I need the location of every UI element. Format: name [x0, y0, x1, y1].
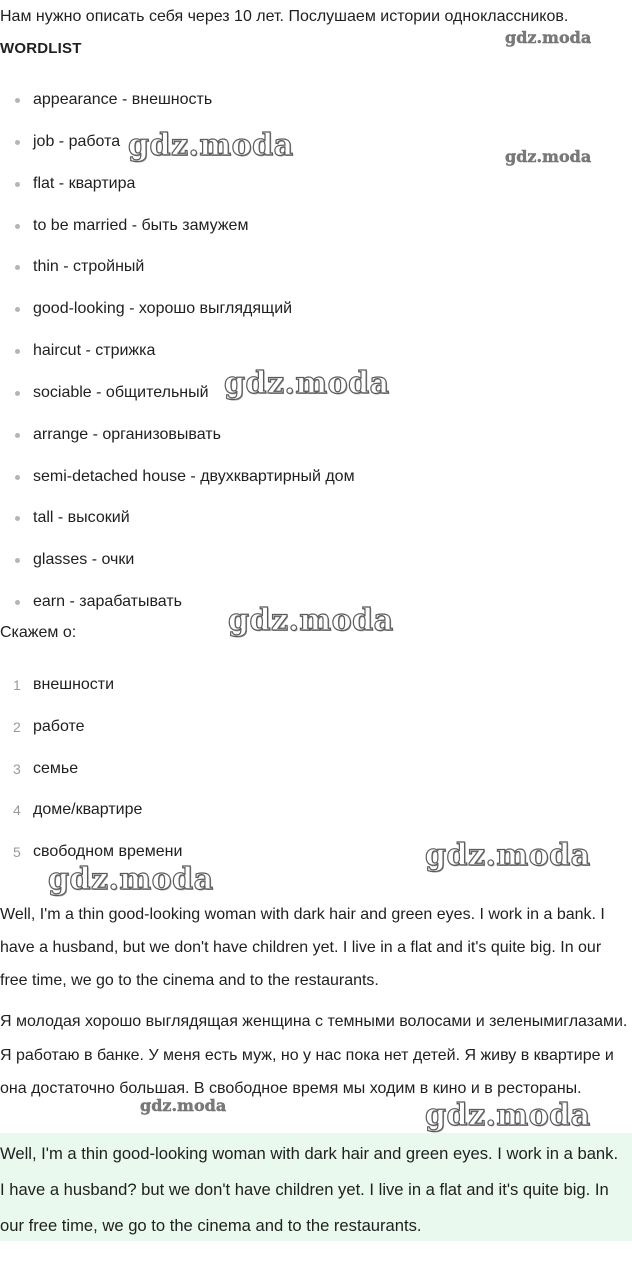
wordlist-item-text: appearance - внешность [33, 91, 213, 108]
wordlist-item-text: sociable - общительный [33, 383, 209, 401]
bullet-icon [15, 182, 20, 187]
wordlist-heading: WORDLIST [0, 40, 82, 57]
list-item [0, 255, 355, 297]
watermark-logo: gdz.moda [505, 147, 592, 166]
watermark-logo: gdz.moda [505, 28, 592, 47]
list-item [0, 506, 355, 548]
list-item [0, 88, 355, 130]
list-item [0, 548, 355, 590]
wordlist-item-text: flat - квартира [33, 174, 136, 192]
paragraph-russian: Я молодая хорошо выглядящая женщина с темными волосами и зеленымиглазами. Я работаю в банке. У меня есть муж, но у нас пока нет детей. Я живу в квартире и она достаточно большая. В свободное время мы ходим в кино и в рестораны. [0, 1013, 628, 1097]
topic-text: свободном времени [33, 843, 183, 861]
list-item [0, 297, 355, 339]
wordlist-item-text: haircut - стрижка [33, 342, 156, 360]
watermark-logo: gdz.moda [224, 366, 390, 401]
watermark-logo: gdz.moda [140, 1096, 227, 1115]
bullet-icon [15, 224, 20, 229]
topics-heading: Скажем о: [0, 624, 77, 641]
list-item [0, 339, 355, 381]
list-item [0, 465, 355, 507]
wordlist-item-text: glasses - очки [33, 551, 135, 569]
list-number: 3 [13, 760, 21, 777]
topic-text: семье [33, 759, 79, 777]
watermark-logo: gdz.moda [48, 862, 214, 897]
list-item [0, 214, 355, 256]
bullet-icon [15, 98, 20, 103]
list-item [0, 715, 182, 757]
list-item [0, 757, 182, 799]
answer-text: Well, I'm a thin good-looking woman with dark hair and green eyes. I work in a bank. I have a husband? but we don't have children yet. I live in a flat and it's quite big. In our free time, we go to the cinema and to the restaurants. [0, 1144, 619, 1235]
wordlist-item-text: good-looking - хорошо выглядящий [33, 300, 293, 318]
list-item [0, 673, 182, 715]
list-item [0, 798, 182, 840]
intro-text: Нам нужно описать себя через 10 лет. Послушаем истории одноклассников. [0, 8, 569, 25]
topics-list [0, 673, 182, 882]
bullet-icon [15, 391, 20, 396]
list-item [0, 840, 182, 882]
bullet-icon [15, 140, 20, 145]
list-number: 4 [13, 802, 21, 819]
bullet-icon [15, 307, 20, 312]
wordlist-item-text: arrange - организовывать [33, 425, 221, 443]
list-item [0, 172, 355, 214]
bullet-icon [15, 475, 20, 480]
bullet-icon [15, 349, 20, 354]
list-item [0, 130, 355, 172]
bullet-icon [15, 600, 20, 605]
list-number: 2 [13, 718, 21, 735]
wordlist-item-text: semi-detached house - двухквартирный дом [33, 467, 355, 485]
watermark-logo: gdz.moda [425, 1098, 591, 1133]
bullet-icon [15, 516, 20, 521]
list-item [0, 423, 355, 465]
wordlist-item-text: job - работа [33, 132, 121, 150]
wordlist-item-text: tall - высокий [33, 509, 130, 527]
topic-text: работе [33, 717, 85, 735]
bullet-icon [15, 265, 20, 270]
list-number: 1 [13, 677, 21, 693]
bullet-icon [15, 433, 20, 438]
answer-block [0, 1133, 632, 1241]
watermark-logo: gdz.moda [228, 603, 394, 638]
list-number: 5 [13, 844, 21, 861]
list-item [0, 381, 355, 423]
topic-text: внешности [33, 676, 115, 693]
wordlist-item-text: earn - зарабатывать [33, 593, 182, 611]
wordlist [0, 88, 355, 632]
topic-text: доме/квартире [33, 801, 143, 819]
wordlist-item-text: thin - стройный [33, 258, 145, 276]
watermark-logo: gdz.moda [425, 838, 591, 873]
bullet-icon [15, 558, 20, 563]
watermark-logo: gdz.moda [128, 128, 294, 163]
paragraph-english: Well, I'm a thin good-looking woman with dark hair and green eyes. I work in a bank. I have a husband, but we don't have children yet. I live in a flat and it's quite big. In our free time, we go to the cinema and to the restaurants. [0, 906, 605, 989]
wordlist-item-text: to be married - быть замужем [33, 216, 249, 234]
